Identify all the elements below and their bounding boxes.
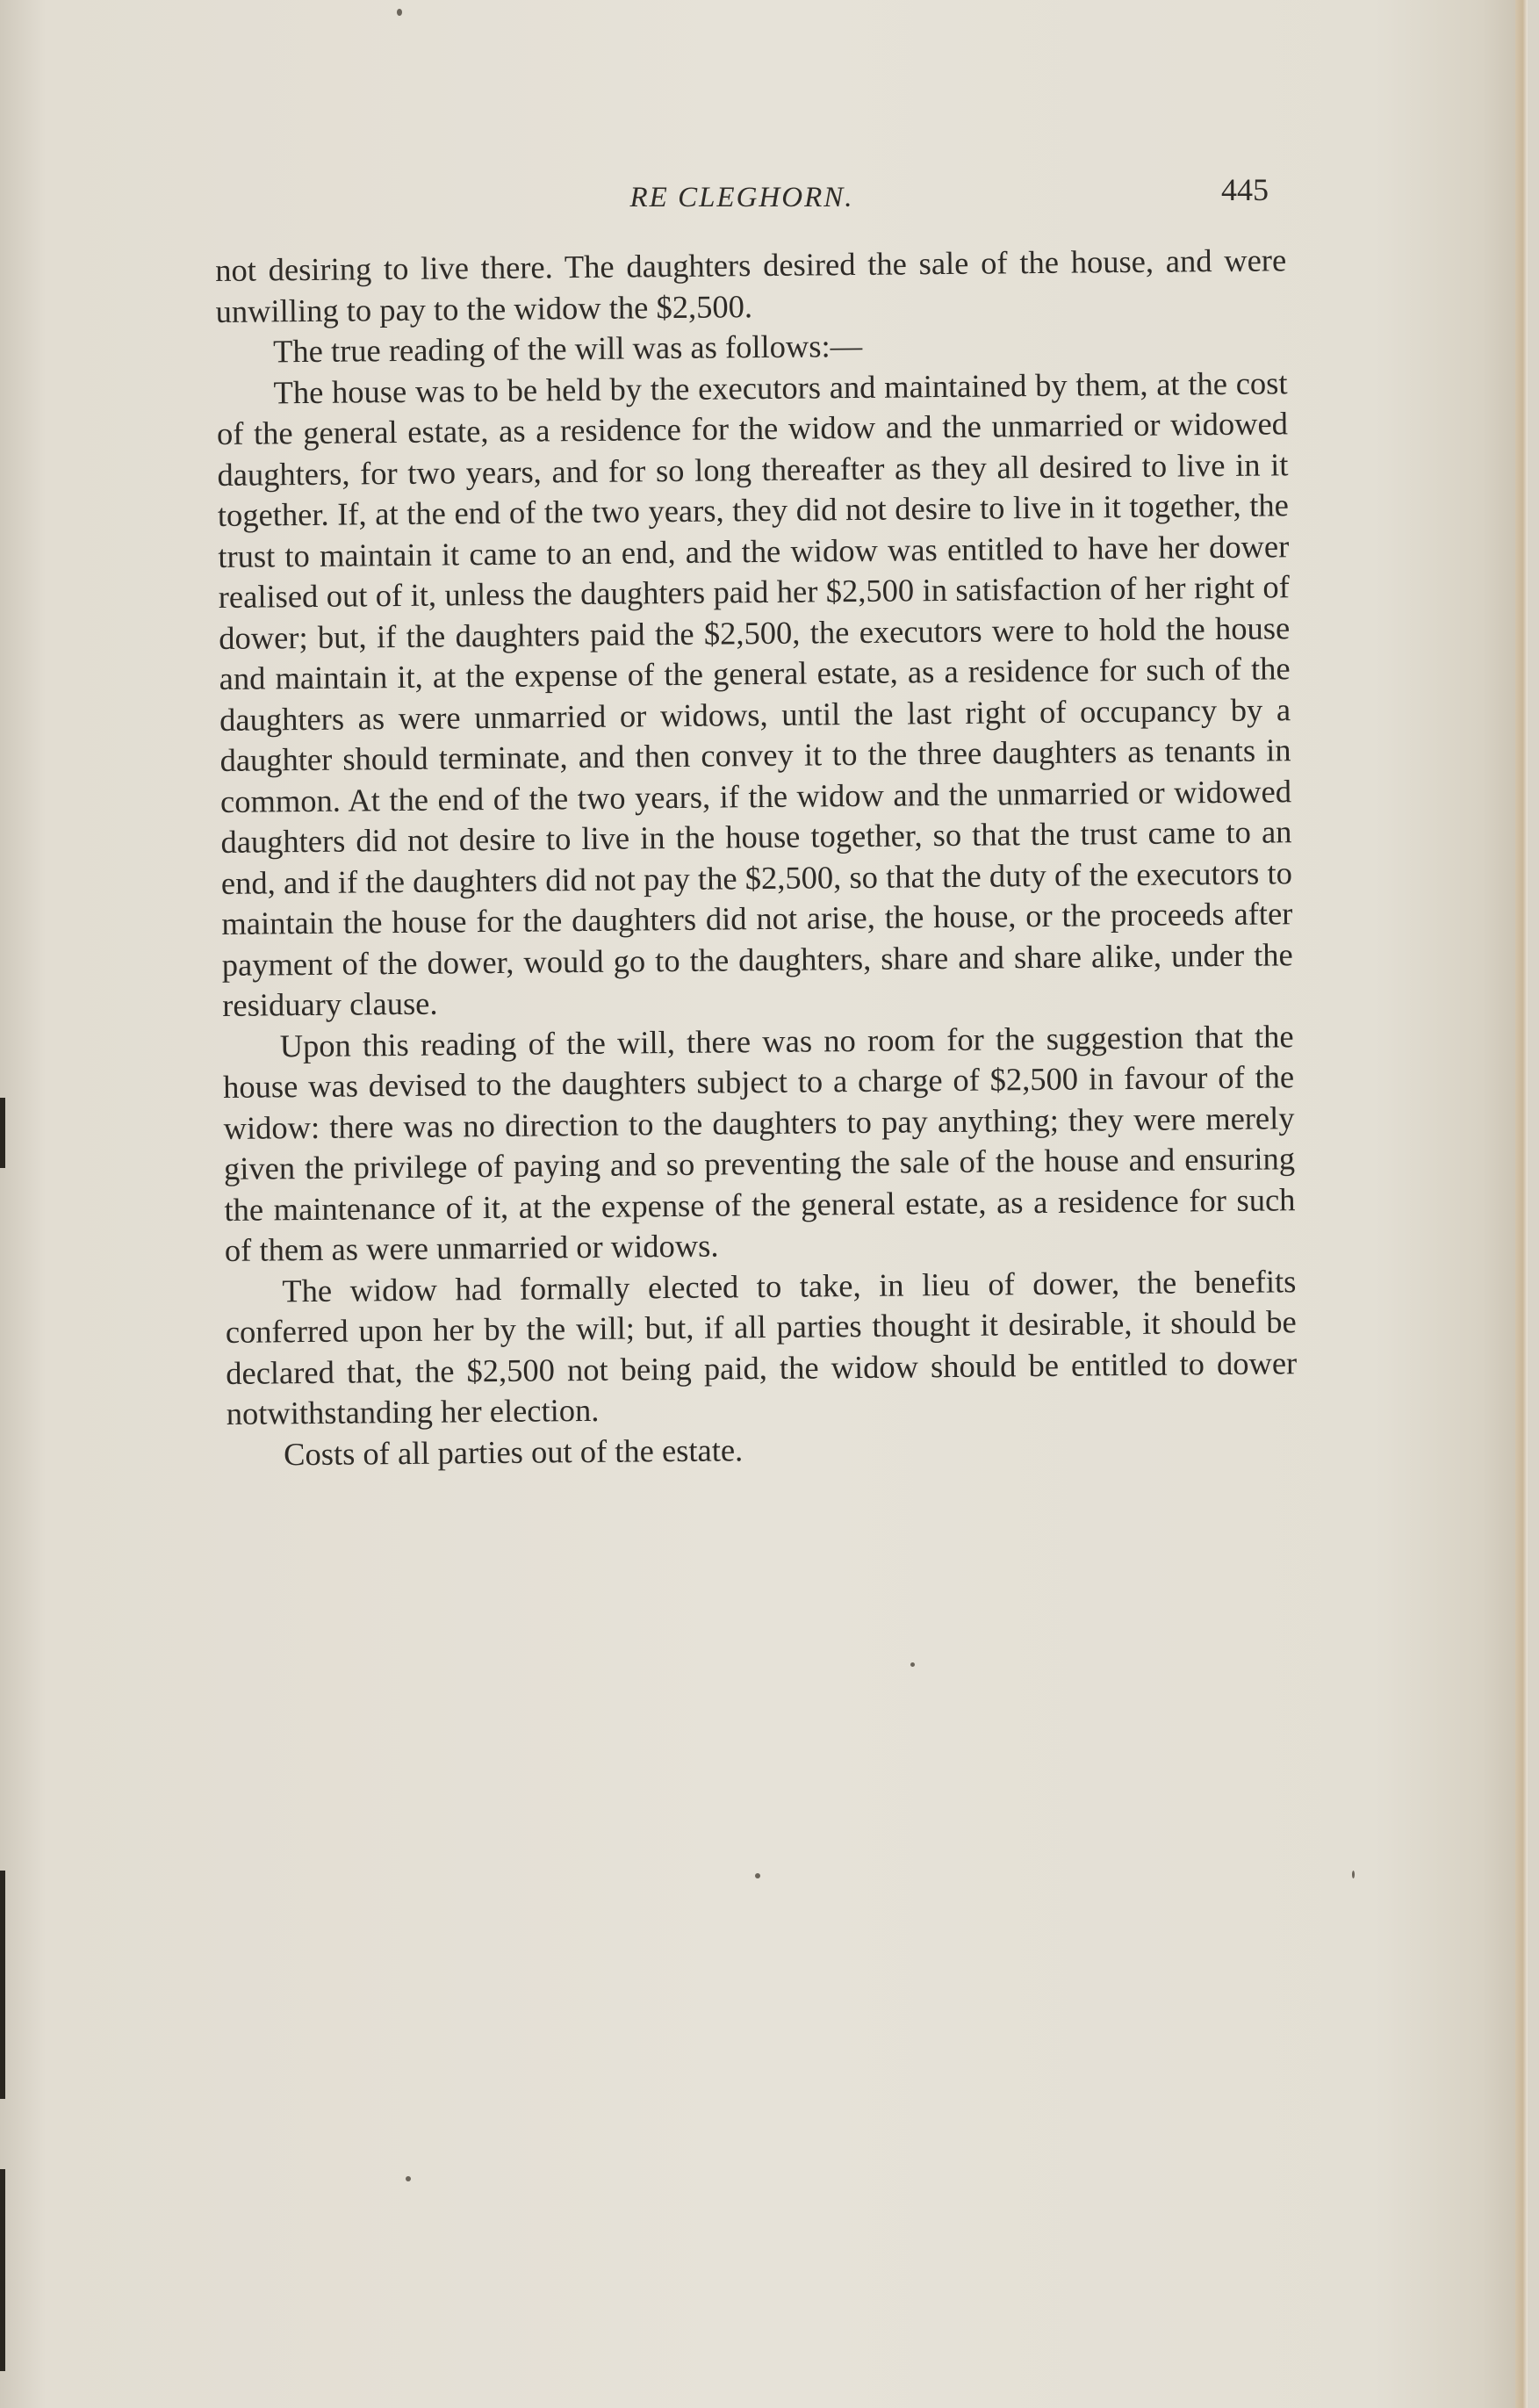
paper-speck <box>1352 1871 1355 1878</box>
paper-speck <box>406 2176 411 2181</box>
paragraph: Costs of all parties out of the estate. <box>283 1431 744 1472</box>
paragraph: Upon this reading of the will, there was no room for the suggestion that the house was devised to the daughters subject to a charge of $2,500 in favour of the widow: there was no direction to the daughters to pay anything; they were merely given the privilege of paying and so preventing the sale of the house and ensuring the maintenance of it, at the expense of the general estate, as a residence for such of them as were unmarried or widows. <box>222 1017 1296 1268</box>
paper-speck <box>755 1873 760 1878</box>
paragraph: The true reading of the will was as follows:— <box>272 327 863 370</box>
binding-mark <box>0 1871 5 2099</box>
page-edge <box>1515 0 1528 2408</box>
paper-speck <box>397 9 402 16</box>
paragraph: not desiring to live there. The daughters desired the sale of the house, and were unwilling to pay to the widow the $2,500. <box>215 242 1287 329</box>
page-number: 445 <box>1221 172 1269 207</box>
binding-mark <box>0 1098 5 1168</box>
running-head: RE CLEGHORN. <box>629 182 854 213</box>
paragraph: The house was to be held by the executors and maintained by them, at the cost of the general estate, as a residence for the widow and the unmarried or widowed daughters, for two years, and for so long thereafter as they all desired to live in it together. If, at the end of the two years, they did not desire to live in it together, the trust to maintain it came to an end, and the widow was entitled to have her dower realised out of it, unless the daughters paid her $2,500 in satisfaction of her right of dower; but, if the daughters paid the $2,500, the executors were to hold the house and maintain it, at the expense of the general estate, as a residence for such of the daughters as were unmarried or widows, until the last right of occupancy by a daughter should terminate, and then convey it to the three daughters as tenants in common. At the end of the two years, if the widow and the unmarried or widowed daughters did not desire to live in the house together, so that the trust came to an end, and if the daughters did not pay the $2,500, so that the duty of the executors to maintain the house for the daughters did not arise, the house, or the proceeds after payment of the dower, would go to the daughters, share and share alike, under the residuary clause. <box>216 364 1293 1023</box>
paper-speck <box>910 1662 915 1667</box>
page-header <box>215 171 1269 224</box>
paragraph: The widow had formally elected to take, in lieu of dower, the benefits conferred upon her by the will; but, if all parties thought it desirable, it should be declared that, the $2,500 not being paid, the widow should be entitled to dower notwithstanding her election. <box>225 1262 1298 1431</box>
body-text <box>215 240 1298 1475</box>
binding-mark <box>0 2169 5 2371</box>
